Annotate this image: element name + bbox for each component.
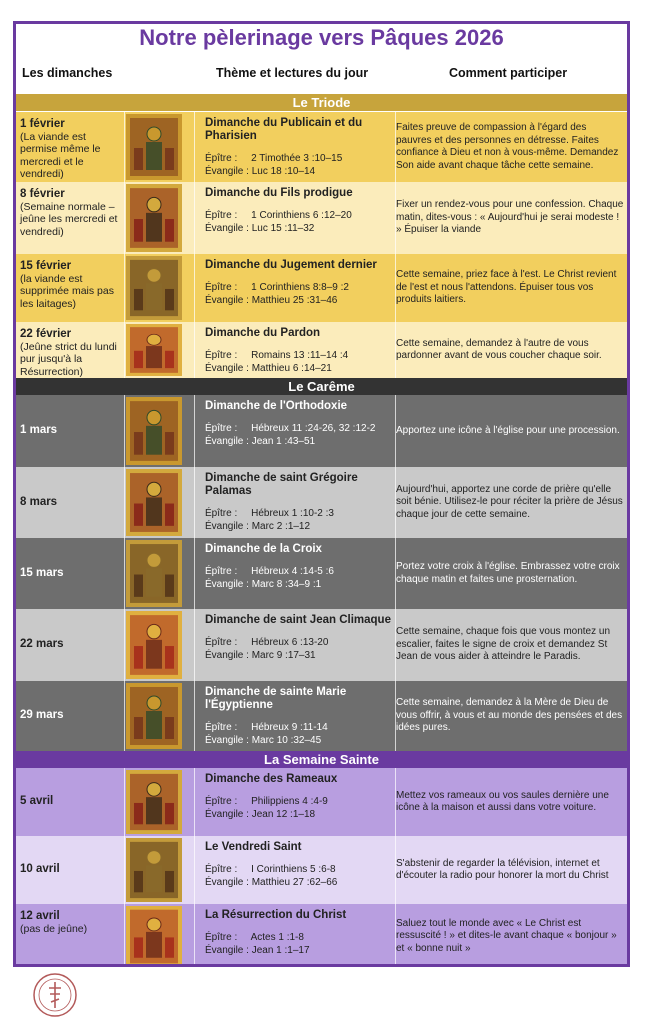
table-row	[16, 836, 627, 904]
participation-text: Saluez tout le monde avec « Le Christ est ressuscité ! » et dites-le avant chaque « bonjour » et « bonne nuit »	[396, 917, 617, 954]
epistle-reading: Épître : Hébreux 6 :13-20	[205, 637, 329, 648]
icon-image	[126, 770, 182, 834]
reading-cell	[205, 773, 395, 821]
table-row	[16, 538, 627, 609]
sunday-date: 10 avril	[20, 863, 60, 875]
table-row	[16, 182, 627, 254]
icon-image	[126, 469, 182, 536]
icon-image	[126, 256, 182, 320]
gospel-reading: Évangile : Matthieu 6 :14–21	[205, 362, 332, 374]
epistle-reading: Épître : Hébreux 4 :14-5 :6	[205, 566, 334, 577]
column-divider	[124, 609, 125, 681]
sunday-date: 15 février	[20, 260, 72, 272]
column-divider	[194, 182, 195, 254]
page-title: Notre pèlerinage vers Pâques 2026	[139, 25, 504, 50]
column-divider	[194, 681, 195, 751]
column-divider	[194, 538, 195, 609]
sunday-date-cell	[20, 795, 124, 808]
sunday-date: 5 avril	[20, 795, 54, 807]
sunday-theme: Dimanche du Publicain et du Pharisien	[205, 117, 363, 142]
participation-text: Faites preuve de compassion à l'égard des pauvres et des personnes en détresse. Faites confiance à Dieu et non à vous-même. Demandez Son aide avant chaque tâche cette semaine.	[396, 122, 619, 171]
column-divider	[194, 467, 195, 538]
fasting-note: (la viande est supprimée mais pas les laitages)	[20, 272, 114, 310]
fasting-note: (Semaine normale – jeûne les mercredi et vendredi)	[20, 200, 118, 238]
gospel-reading: Évangile : Jean 1 :43–51	[205, 435, 316, 447]
participation-text: Cette semaine, chaque fois que vous montez un escalier, faites le signe de croix et demandez St Jean de vous aider à atteindre le Paradis.	[396, 626, 611, 662]
participation-text: Portez votre croix à l'église. Embrassez votre croix chaque matin et faites une prosternation.	[396, 561, 620, 585]
icon-image	[126, 540, 182, 607]
sunday-date: 8 mars	[20, 495, 58, 508]
column-divider	[194, 322, 195, 378]
table-row	[16, 467, 627, 538]
column-divider	[194, 904, 195, 967]
column-divider	[194, 768, 195, 836]
column-header-sundays: Les dimanches	[22, 66, 113, 80]
table-row	[16, 768, 627, 836]
participation-text: Fixer un rendez-vous pour une confession. Chaque matin, dites-vous : « Aujourd'hui je serai modeste ! » Épuiser la viande	[396, 199, 624, 235]
gospel-reading: Évangile : Marc 8 :34–9 :1	[205, 578, 322, 590]
sunday-theme: Dimanche de la Croix	[205, 543, 322, 555]
reading-cell	[205, 400, 395, 448]
reading-cell	[205, 327, 395, 375]
reading-cell	[205, 187, 395, 235]
gospel-reading: Évangile : Matthieu 25 :31–46	[205, 294, 338, 306]
column-divider	[124, 681, 125, 751]
section-band-semaine-sainte	[16, 751, 627, 768]
column-divider	[194, 254, 195, 322]
column-header-participation: Comment participer	[449, 66, 568, 80]
reading-cell	[205, 117, 395, 178]
reading-cell	[205, 259, 395, 307]
icon-image	[126, 906, 182, 967]
table-row	[16, 609, 627, 681]
sunday-date-cell	[20, 709, 124, 722]
fasting-note: (La viande est permise même le mercredi et le vendredi)	[20, 130, 101, 180]
table-row	[16, 681, 627, 751]
sunday-date-cell	[20, 910, 124, 935]
sunday-date: 1 février	[20, 118, 65, 130]
table-row	[16, 254, 627, 322]
column-divider	[194, 836, 195, 904]
sunday-date-cell	[20, 638, 124, 651]
reading-cell	[205, 909, 395, 957]
epistle-reading: Épître : Philippiens 4 :4-9	[205, 796, 328, 807]
gospel-reading: Évangile : Jean 1 :1–17	[205, 944, 310, 956]
column-divider	[124, 904, 125, 967]
participation-text: Aujourd'hui, apportez une corde de prière qu'elle soit bénie. Utilisez-le pour réciter la prière de Jésus chaque jour de cette semaine.	[396, 483, 623, 520]
section-band-triode	[16, 94, 627, 111]
sunday-date-cell	[20, 118, 124, 181]
gospel-reading: Évangile : Marc 9 :17–31	[205, 649, 316, 661]
sunday-date-cell	[20, 260, 124, 310]
participation-text: S'abstenir de regarder la télévision, internet et d'écouter la radio pour honorer la mort du Christ	[396, 857, 609, 881]
sunday-theme: Dimanche du Fils prodigue	[205, 187, 353, 199]
participation-text: Cette semaine, priez face à l'est. Le Christ revient de l'est et nous l'attendons. Épuiser tous vos produits laitiers.	[396, 269, 617, 305]
participation-text: Apportez une icône à l'église pour une procession.	[396, 424, 620, 436]
epistle-reading: Épître : 2 Timothée 3 :10–15	[205, 153, 343, 164]
column-divider	[194, 395, 195, 467]
sunday-date: 29 mars	[20, 709, 64, 721]
column-divider	[124, 182, 125, 254]
sunday-date-cell	[20, 567, 124, 580]
column-divider	[124, 836, 125, 904]
icon-image	[126, 683, 182, 749]
fasting-note: (Jeûne strict du lundi pur jusqu'à la Résurrection)	[20, 340, 117, 378]
gospel-reading: Évangile : Luc 18 :10–14	[205, 165, 316, 177]
sunday-theme: Dimanche des Rameaux	[205, 773, 338, 785]
sunday-date-cell	[20, 188, 124, 238]
reading-cell	[205, 472, 395, 533]
gospel-reading: Évangile : Luc 15 :11–32	[205, 222, 315, 234]
section-title: Le Carême	[288, 379, 355, 394]
epistle-reading: Épître : Hébreux 11 :24-26, 32 :12-2	[205, 423, 376, 434]
epistle-reading: Épître : Romains 13 :11–14 :4	[205, 350, 349, 361]
icon-image	[126, 611, 182, 679]
sunday-date-cell	[20, 424, 124, 437]
sunday-theme: Dimanche de l'Orthodoxie	[205, 400, 348, 412]
section-band-careme	[16, 378, 627, 395]
participation-text: Cette semaine, demandez à la Mère de Dieu de vous offrir, à vous et au monde des pensées et des idées pures.	[396, 697, 623, 733]
icon-image	[126, 838, 182, 902]
reading-cell	[205, 841, 395, 889]
sunday-date: 12 avril	[20, 910, 60, 922]
reading-cell	[205, 686, 395, 747]
sunday-date: 8 février	[20, 188, 65, 200]
epistle-reading: Épître : Hébreux 1 :10-2 :3	[205, 508, 334, 519]
sunday-theme: Dimanche du Pardon	[205, 327, 321, 339]
sunday-date-cell	[20, 863, 124, 876]
sunday-theme: Dimanche de sainte Marie l'Égyptienne	[205, 686, 347, 711]
column-divider	[194, 609, 195, 681]
sunday-date-cell	[20, 496, 124, 509]
parish-logo	[32, 972, 78, 1018]
epistle-reading: Épître : 1 Corinthiens 8:8–9 :2	[205, 282, 349, 293]
column-divider	[194, 112, 195, 182]
column-divider	[124, 395, 125, 467]
epistle-reading: Épître : 1 Corinthiens 6 :12–20	[205, 210, 352, 221]
icon-image	[126, 114, 182, 180]
column-header-theme: Thème et lectures du jour	[216, 66, 369, 80]
table-row	[16, 904, 627, 967]
column-divider	[124, 467, 125, 538]
sunday-theme: Dimanche de saint Grégoire Palamas	[205, 472, 358, 497]
sunday-theme: Le Vendredi Saint	[205, 841, 302, 853]
section-title: La Semaine Sainte	[264, 752, 379, 767]
sunday-date: 1 mars	[20, 424, 58, 436]
sunday-date: 22 mars	[20, 638, 64, 650]
epistle-reading: Épître : I Corinthiens 5 :6-8	[205, 864, 336, 875]
section-title: Le Triode	[292, 95, 351, 110]
gospel-reading: Évangile : Jean 12 :1–18	[205, 808, 316, 820]
table-row	[16, 322, 627, 378]
icon-image	[126, 184, 182, 252]
epistle-reading: Épître : Hébreux 9 :11-14	[205, 722, 328, 733]
column-divider	[124, 322, 125, 378]
icon-image	[126, 324, 182, 376]
sunday-theme: La Résurrection du Christ	[205, 909, 347, 921]
schedule-poster	[13, 21, 630, 967]
column-divider	[124, 254, 125, 322]
participation-text: Cette semaine, demandez à l'autre de vous pardonner avant de vous coucher chaque soir.	[396, 337, 602, 361]
gospel-reading: Évangile : Marc 2 :1–12	[205, 520, 311, 532]
sunday-date-cell	[20, 328, 124, 378]
reading-cell	[205, 614, 395, 662]
table-row	[16, 395, 627, 467]
sunday-theme: Dimanche du Jugement dernier	[205, 259, 377, 271]
column-divider	[124, 768, 125, 836]
sunday-date: 15 mars	[20, 566, 64, 579]
participation-text: Mettez vos rameaux ou vos saules dernière une icône à la maison et aussi dans votre voiture.	[396, 789, 609, 813]
fasting-note: (pas de jeûne)	[20, 922, 88, 935]
epistle-reading: Épître : Actes 1 :1-8	[205, 932, 304, 943]
column-divider	[124, 112, 125, 182]
reading-cell	[205, 543, 395, 591]
gospel-reading: Évangile : Marc 10 :32–45	[205, 734, 322, 746]
sunday-date: 22 février	[20, 328, 72, 340]
column-divider	[124, 538, 125, 609]
icon-image	[126, 397, 182, 465]
gospel-reading: Évangile : Matthieu 27 :62–66	[205, 876, 338, 888]
table-row	[16, 112, 627, 182]
sunday-theme: Dimanche de saint Jean Climaque	[205, 614, 391, 626]
